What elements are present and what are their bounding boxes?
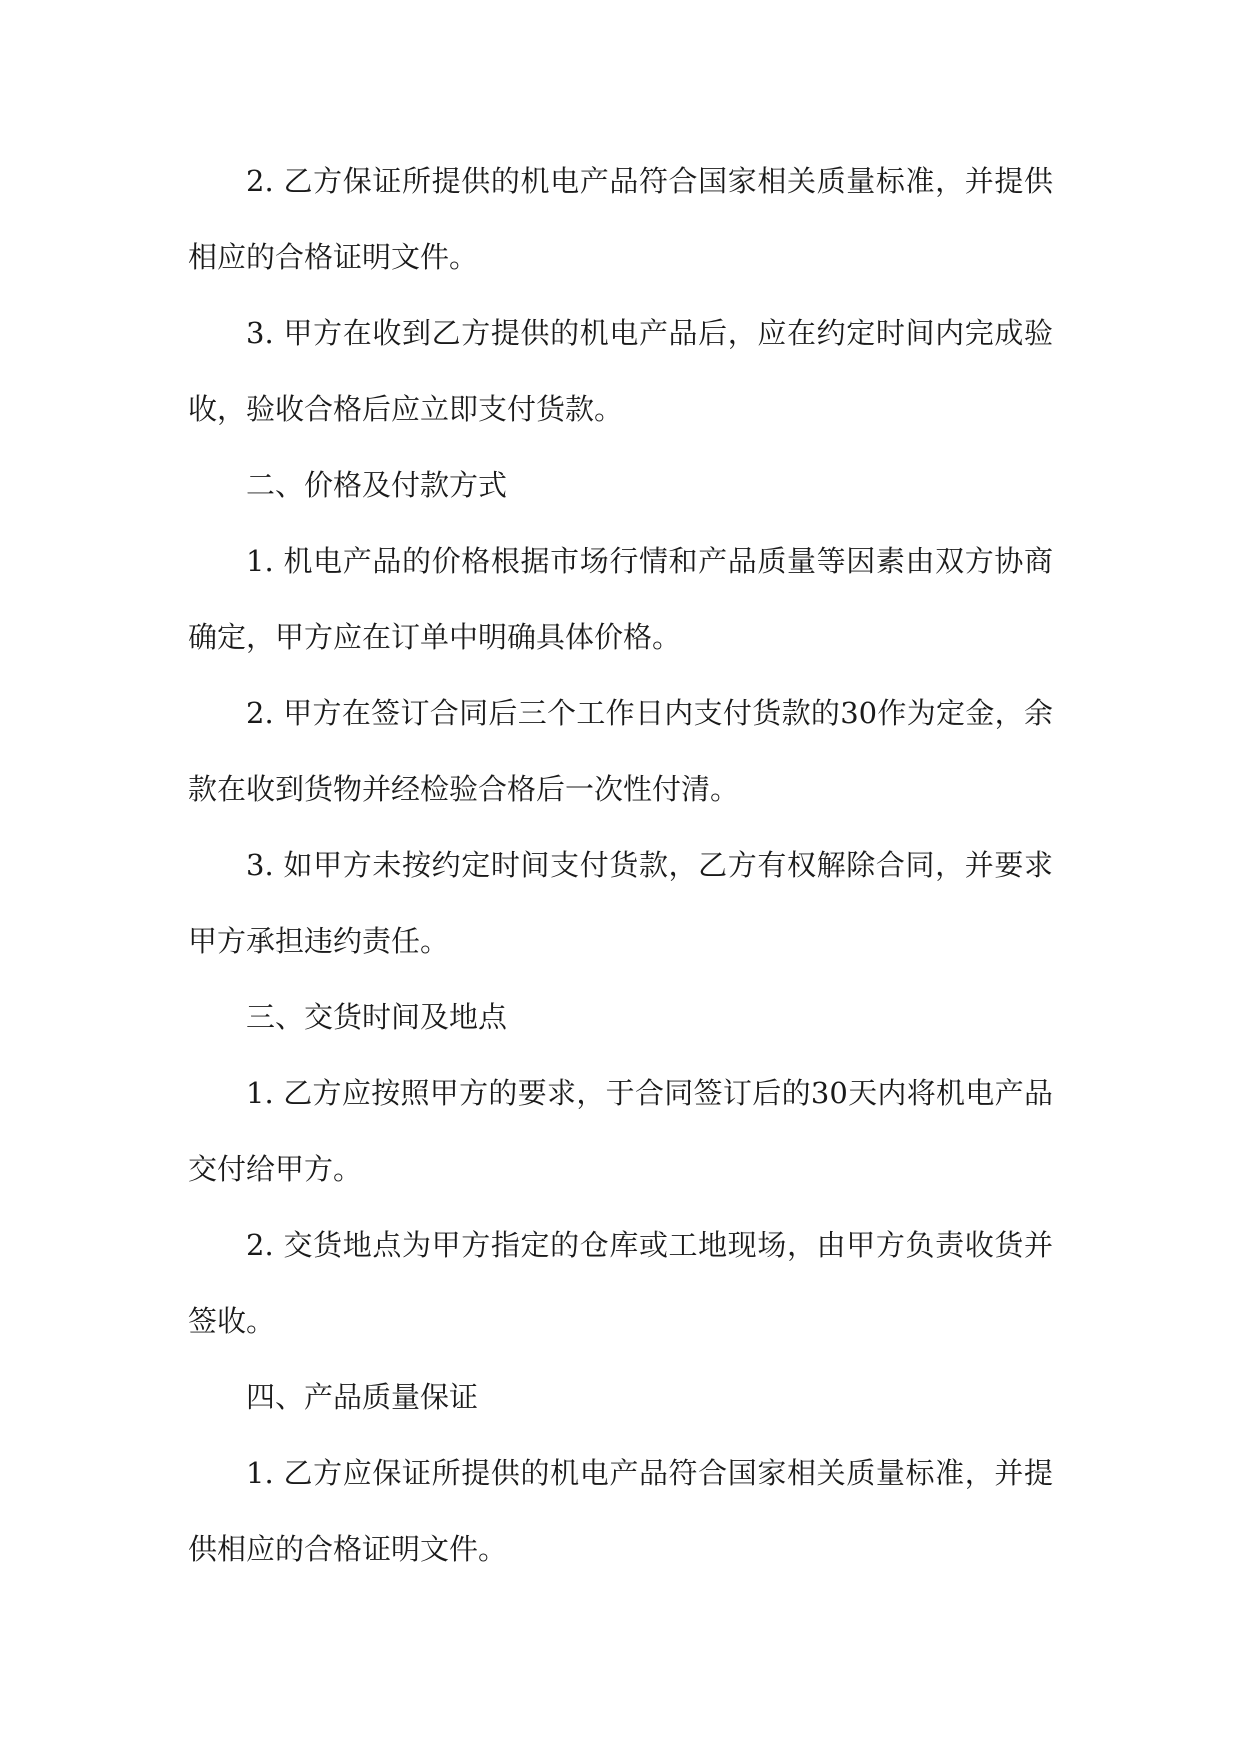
- section-heading-2-price-payment: 二、价格及付款方式: [246, 468, 508, 502]
- clause-3-1-delivery-time: 1. 乙方应按照甲方的要求，于合同签订后的30天内将机电产品交付给甲方。: [188, 1076, 1053, 1186]
- section-heading-4-quality-warranty: 四、产品质量保证: [246, 1380, 479, 1414]
- section-heading-3-delivery: 三、交货时间及地点: [246, 1000, 508, 1034]
- clause-2-3-late-payment: 3. 如甲方未按约定时间支付货款，乙方有权解除合同，并要求甲方承担违约责任。: [188, 848, 1053, 958]
- clause-4-1-standards: 1. 乙方应保证所提供的机电产品符合国家相关质量标准，并提供相应的合格证明文件。: [188, 1456, 1053, 1566]
- clause-2-1-price: 1. 机电产品的价格根据市场行情和产品质量等因素由双方协商确定，甲方应在订单中明确具体价格。: [188, 544, 1053, 654]
- clause-1-3-acceptance: 3. 甲方在收到乙方提供的机电产品后，应在约定时间内完成验收，验收合格后应立即支付货款。: [188, 316, 1053, 426]
- clause-3-2-delivery-location: 2. 交货地点为甲方指定的仓库或工地现场，由甲方负责收货并签收。: [188, 1228, 1053, 1338]
- clause-1-2-quality-guarantee: 2. 乙方保证所提供的机电产品符合国家相关质量标准，并提供相应的合格证明文件。: [188, 164, 1053, 274]
- clause-2-2-deposit: 2. 甲方在签订合同后三个工作日内支付货款的30作为定金，余款在收到货物并经检验合格后一次性付清。: [188, 696, 1053, 806]
- document-body: [188, 143, 1053, 1587]
